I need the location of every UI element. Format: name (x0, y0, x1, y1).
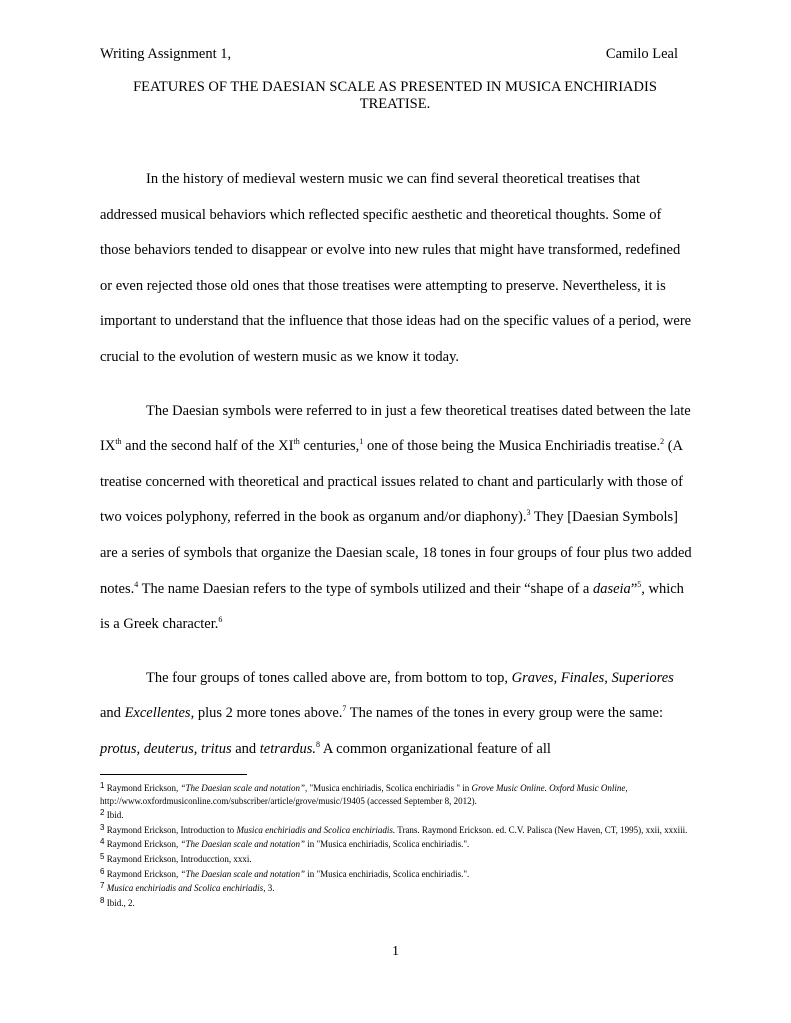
text-run: and (100, 705, 125, 722)
footnote-mark: 2 (100, 808, 105, 818)
text-run: and the second half of the XI (121, 438, 294, 455)
text-run: one of those being the Musica Enchiriadis treatise. (363, 438, 661, 455)
text-run: The Daesian symbols were referred to in just a few theoretical treatises dated between the late IX (100, 402, 691, 455)
footnote-mark: 5 (100, 851, 105, 861)
italic-term: Graves, Finales, Superiores (511, 669, 674, 686)
text-run: The four groups of tones called above are, from bottom to top, (146, 669, 512, 686)
text-run: Raymond Erickson, Introducction, xxxi. (104, 853, 252, 864)
text-run: , "Musica enchiriadis, Scolica enchiriadis " in (304, 783, 472, 793)
footnote-7 (100, 882, 692, 895)
italic-title: “The Daesian scale and notation” (180, 868, 305, 879)
text-run: , which is a Greek character. (100, 580, 684, 633)
footnote-ref-1: 1 (359, 437, 364, 447)
text-run: Ibid., 2. (104, 897, 135, 908)
text-run: The name Daesian refers to the type of symbols utilized and their “shape of a (138, 580, 593, 597)
text-run: They [Daesian Symbols] are a series of symbols that organize the Daesian scale, 18 tones in four groups of four plus two added notes. (100, 509, 692, 597)
text-run: , http://www.oxfordmusiconline.com/subscriber/article/grove/music/19405 (accessed September 8, 2012). (100, 783, 628, 806)
running-header-right: Camilo Leal (605, 46, 678, 62)
text-run: (A treatise concerned with theoretical and practical issues related to chant and particularly with those of two voices polyphony, referred in the book as organum and/or diaphony). (100, 438, 683, 526)
italic-title: Grove Music Online. Oxford Music Online (471, 783, 626, 793)
text-run: Trans. Raymond Erickson. ed. C.V. Palisca (New Haven, CT, 1995), xxii, xxxiii. (395, 824, 688, 835)
footnote-mark: 6 (100, 866, 105, 876)
footnote-4 (100, 838, 692, 851)
footnote-ref-2: 2 (660, 437, 665, 447)
text-run: Ibid. (104, 810, 124, 821)
footnote-5 (100, 853, 692, 866)
text-run: Raymond Erickson, Introduction to (104, 824, 237, 835)
text-run: in "Musica enchiriadis, Scolica enchiriadis.". (304, 839, 470, 850)
footnote-3 (100, 824, 692, 837)
footnote-ref-8: 8 (316, 739, 321, 749)
text-run: Raymond Erickson, (104, 839, 181, 850)
footnote-1 (100, 782, 692, 807)
footnote-2 (100, 809, 692, 822)
italic-term: Excellentes, (124, 705, 195, 722)
text-run: plus 2 more tones above. (194, 705, 343, 722)
body-text (100, 162, 692, 768)
footnote-ref-6: 6 (218, 615, 223, 625)
italic-title: “The Daesian scale and notation” (180, 839, 305, 850)
paragraph-2 (100, 394, 692, 643)
footnotes (100, 782, 692, 911)
italic-title: Musica enchiriadis and Scolica enchiriadis (106, 883, 264, 894)
footnote-mark: 4 (100, 837, 105, 847)
text-run: , 3. (263, 883, 275, 894)
text-run: A common organizational feature of all (320, 740, 551, 757)
footnote-mark: 8 (100, 895, 105, 905)
footnote-ref-5: 5 (637, 579, 642, 589)
footnote-mark: 3 (100, 822, 105, 832)
italic-title: “The Daesian scale and notation” (180, 783, 305, 793)
footnote-ref-4: 4 (134, 579, 139, 589)
document-title: FEATURES OF THE DAESIAN SCALE AS PRESENTED IN MUSICA ENCHIRIADIS TREATISE. (133, 79, 657, 112)
italic-term: tetrardus. (259, 740, 317, 757)
italic-term: daseia (592, 580, 631, 597)
paragraph-3 (100, 661, 692, 768)
footnote-mark: 7 (100, 881, 105, 891)
footnote-mark: 1 (100, 781, 105, 790)
paragraph-1: In the history of medieval western music we can find several theoretical treatises that addressed musical behaviors which reflected specific aesthetic and theoretical thoughts. Some of those behaviors tended to disappear or evolve into new rules that might have transformed, redefined or even rejected those old ones that those treatises were attempting to preserve. Nevertheless, it is important to understand that the influence that those ideas had on the specific values of a period, were crucial to the evolution of western music as we know it today. (100, 171, 692, 365)
italic-title: Musica enchiriadis and Scolica enchiriadis. (236, 824, 396, 835)
footnote-8 (100, 897, 692, 910)
text-run: in "Musica enchiriadis, Scolica enchiriadis.". (304, 868, 470, 879)
footnote-ref-7: 7 (342, 704, 347, 714)
text-run: centuries, (299, 438, 360, 455)
footnote-6 (100, 868, 692, 881)
text-run: and (231, 740, 260, 757)
superscript-th: th (293, 437, 300, 447)
text-run: ” (630, 580, 638, 597)
footnote-ref-3: 3 (526, 508, 531, 518)
text-run: The names of the tones in every group were the same: (346, 705, 664, 722)
page-number: 1 (392, 944, 399, 959)
text-run: Raymond Erickson, (104, 783, 181, 793)
running-header-left: Writing Assignment 1, (100, 46, 232, 62)
footnote-separator (100, 774, 247, 775)
superscript-th: th (115, 437, 122, 447)
text-run: Raymond Erickson, (104, 868, 181, 879)
italic-term: protus, deuterus, tritus (100, 740, 232, 757)
